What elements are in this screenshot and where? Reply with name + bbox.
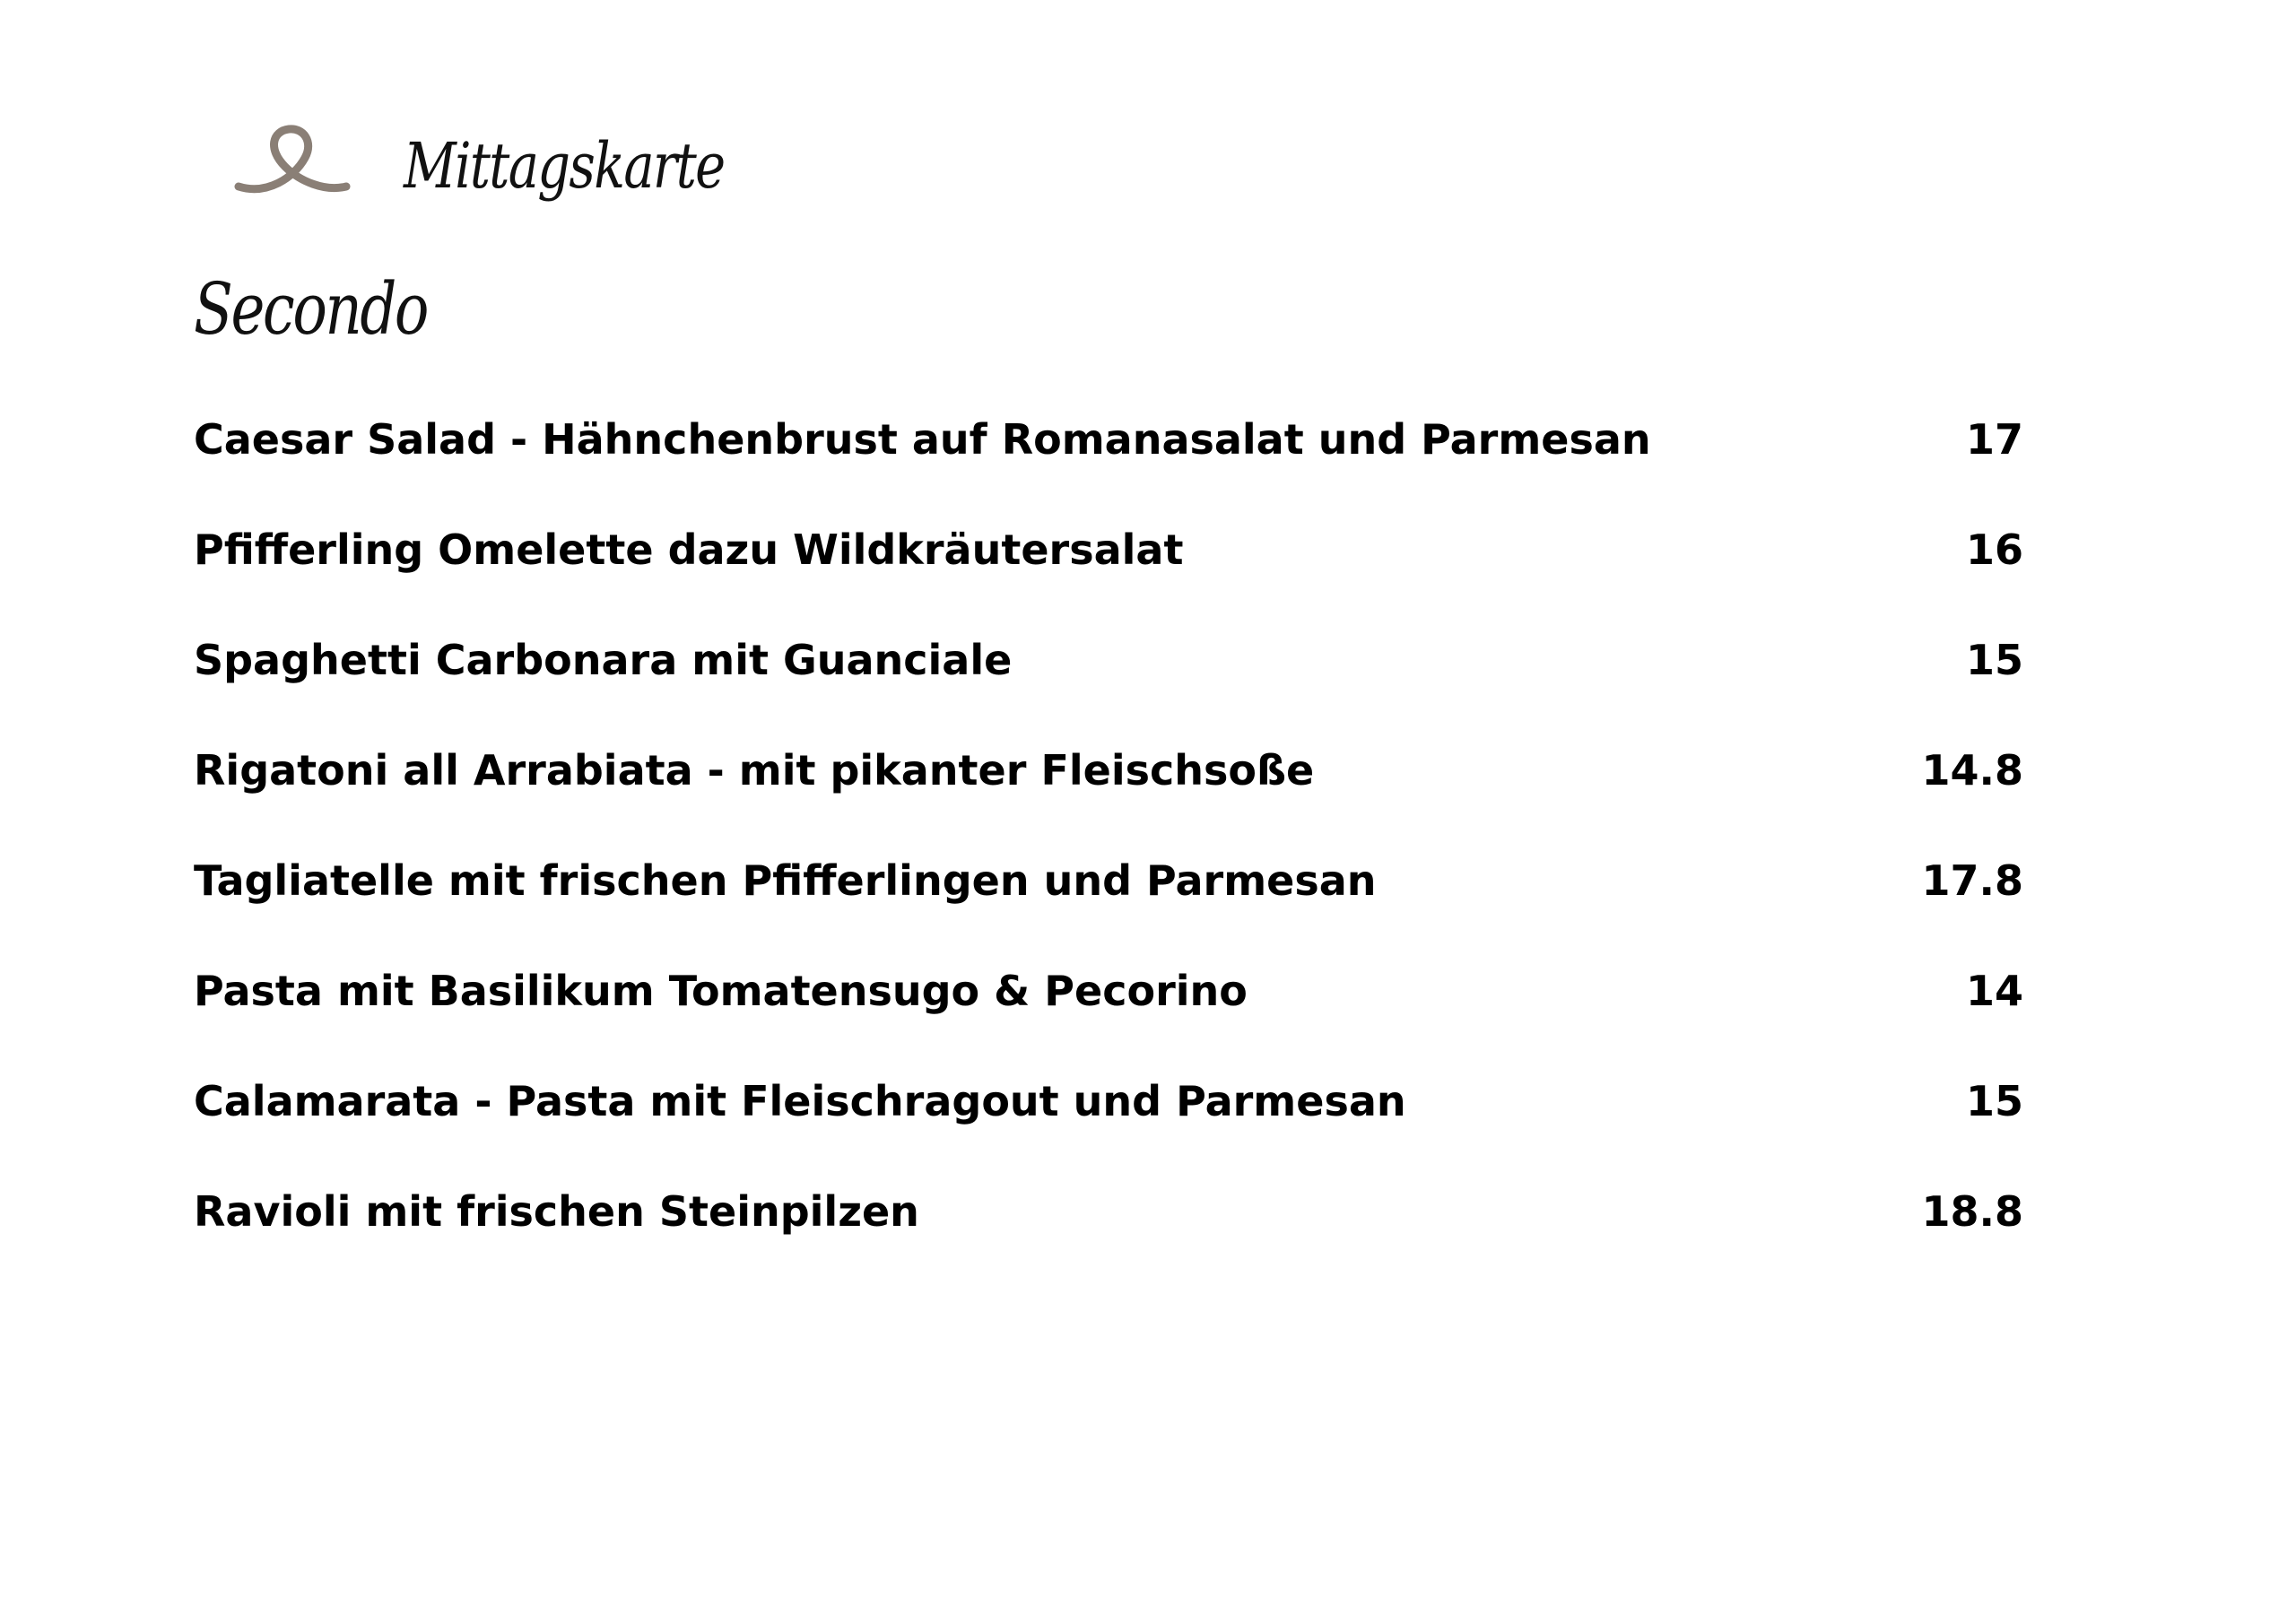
menu-list <box>194 413 2023 1295</box>
page-title: Mittagskarte <box>404 129 725 203</box>
menu-item <box>194 1074 2023 1185</box>
menu-item <box>194 964 2023 1074</box>
menu-item-name: Spaghetti Carbonara mit Guanciale <box>194 636 1013 684</box>
menu-item-price: 15 <box>1965 636 2023 684</box>
menu-item-name: Calamarata - Pasta mit Fleischragout und Parmesan <box>194 1077 1406 1125</box>
menu-item-name: Rigatoni all Arrabiata - mit pikanter Fleischsoße <box>194 746 1315 795</box>
ribbon-loop-logo-icon <box>231 124 353 213</box>
menu-item <box>194 1185 2023 1295</box>
menu-item-price: 16 <box>1965 525 2023 574</box>
menu-item-name: Pfifferling Omelette dazu Wildkräutersalat <box>194 525 1184 574</box>
section-title: Secondo <box>194 267 428 351</box>
menu-item-price: 14 <box>1965 967 2023 1015</box>
menu-item-price: 17.8 <box>1921 856 2023 905</box>
menu-item-name: Caesar Salad - Hähnchenbrust auf Romanasalat und Parmesan <box>194 415 1651 464</box>
menu-item-name: Ravioli mit frischen Steinpilzen <box>194 1187 919 1236</box>
menu-item-price: 14.8 <box>1921 746 2023 795</box>
menu-item <box>194 523 2023 633</box>
menu-item-price: 18.8 <box>1921 1187 2023 1236</box>
menu-item-name: Tagliatelle mit frischen Pfifferlingen und Parmesan <box>194 856 1377 905</box>
menu-item <box>194 743 2023 854</box>
menu-item-name: Pasta mit Basilikum Tomatensugo & Pecorino <box>194 967 1248 1015</box>
menu-item <box>194 854 2023 964</box>
menu-item <box>194 413 2023 523</box>
menu-item-price: 15 <box>1965 1077 2023 1125</box>
menu-item <box>194 633 2023 743</box>
menu-item-price: 17 <box>1965 415 2023 464</box>
